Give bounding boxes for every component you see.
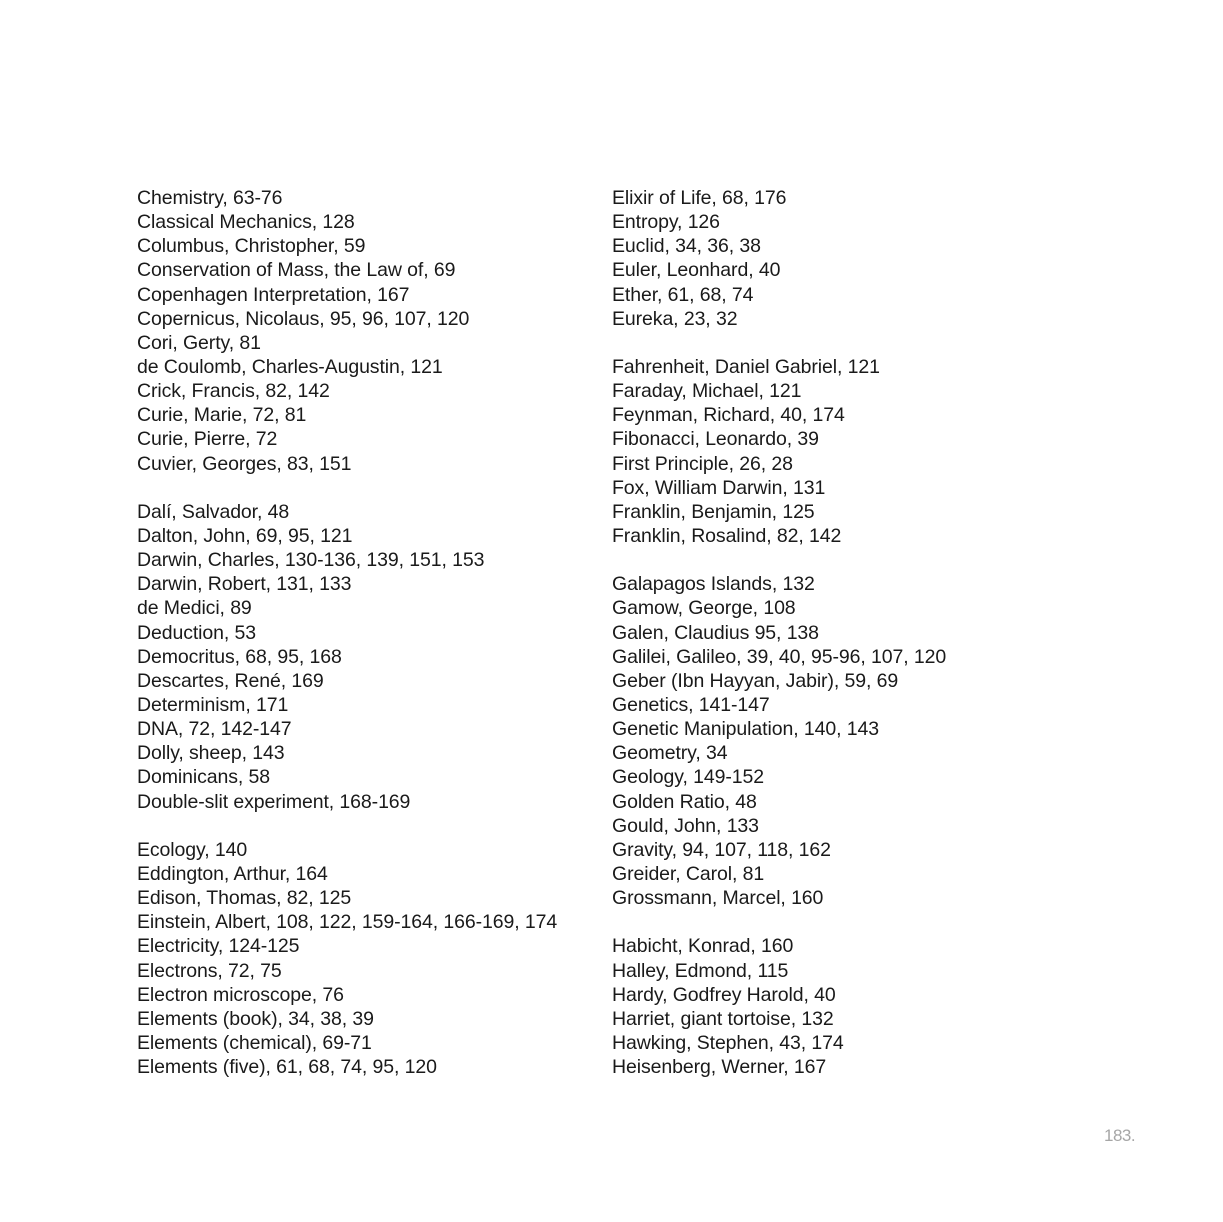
index-entry: Fox, William Darwin, 131 xyxy=(612,476,826,499)
index-entry: Determinism, 171 xyxy=(137,693,289,716)
index-entry: Ecology, 140 xyxy=(137,838,248,861)
index-entry: Eureka, 23, 32 xyxy=(612,307,738,330)
index-entry: Crick, Francis, 82, 142 xyxy=(137,380,330,403)
index-column-left xyxy=(137,186,557,1079)
index-entry: Copernicus, Nicolaus, 95, 96, 107, 120 xyxy=(137,307,470,330)
index-entry: Fahrenheit, Daniel Gabriel, 121 xyxy=(612,355,880,378)
index-entry: Golden Ratio, 48 xyxy=(612,790,757,813)
index-entry: Fibonacci, Leonardo, 39 xyxy=(612,428,819,451)
index-entry: Eddington, Arthur, 164 xyxy=(137,862,328,885)
index-letter-group xyxy=(612,934,946,1079)
index-entry: Curie, Pierre, 72 xyxy=(137,428,278,451)
index-entry: Democritus, 68, 95, 168 xyxy=(137,645,342,668)
index-entry: Harriet, giant tortoise, 132 xyxy=(612,1007,834,1030)
index-entry: Genetics, 141-147 xyxy=(612,693,770,716)
index-entry: Gamow, George, 108 xyxy=(612,597,796,620)
index-entry: Einstein, Albert, 108, 122, 159-164, 166-169, 174 xyxy=(137,911,558,934)
index-entry: Galapagos Islands, 132 xyxy=(612,573,815,596)
index-entry: Darwin, Robert, 131, 133 xyxy=(137,573,352,596)
index-entry: de Medici, 89 xyxy=(137,597,252,620)
index-entry: Franklin, Benjamin, 125 xyxy=(612,500,815,523)
index-entry: Entropy, 126 xyxy=(612,211,720,234)
index-entry: Gould, John, 133 xyxy=(612,814,759,837)
index-entry: Elements (book), 34, 38, 39 xyxy=(137,1007,374,1030)
index-entry: DNA, 72, 142-147 xyxy=(137,718,292,741)
index-entry: Faraday, Michael, 121 xyxy=(612,380,802,403)
index-entry: Descartes, René, 169 xyxy=(137,669,324,692)
index-entry: Euler, Leonhard, 40 xyxy=(612,259,781,282)
index-entry: Double-slit experiment, 168-169 xyxy=(137,790,411,813)
index-entry: Feynman, Richard, 40, 174 xyxy=(612,404,845,427)
index-entry: Dolly, sheep, 143 xyxy=(137,742,285,765)
index-entry: Hardy, Godfrey Harold, 40 xyxy=(612,983,836,1006)
index-entry: Dominicans, 58 xyxy=(137,766,270,789)
index-entry: Elements (five), 61, 68, 74, 95, 120 xyxy=(137,1056,437,1079)
index-entry: Darwin, Charles, 130-136, 139, 151, 153 xyxy=(137,549,485,572)
index-entry: Conservation of Mass, the Law of, 69 xyxy=(137,259,456,282)
index-entry: Halley, Edmond, 115 xyxy=(612,959,789,982)
index-entry: Geology, 149-152 xyxy=(612,766,764,789)
index-entry: Franklin, Rosalind, 82, 142 xyxy=(612,524,842,547)
index-letter-group xyxy=(137,838,557,1079)
index-entry: Dalí, Salvador, 48 xyxy=(137,500,290,523)
index-letter-group xyxy=(612,572,946,910)
index-column-right xyxy=(612,186,946,1079)
index-entry: Curie, Marie, 72, 81 xyxy=(137,404,307,427)
index-entry: First Principle, 26, 28 xyxy=(612,452,793,475)
index-entry: Cuvier, Georges, 83, 151 xyxy=(137,452,352,475)
index-entry: Edison, Thomas, 82, 125 xyxy=(137,887,352,910)
index-entry: de Coulomb, Charles-Augustin, 121 xyxy=(137,355,443,378)
index-letter-group xyxy=(137,186,557,476)
index-entry: Dalton, John, 69, 95, 121 xyxy=(137,524,353,547)
index-entry: Greider, Carol, 81 xyxy=(612,862,765,885)
index-entry: Galilei, Galileo, 39, 40, 95-96, 107, 120 xyxy=(612,645,947,668)
index-entry: Classical Mechanics, 128 xyxy=(137,211,355,234)
index-entry: Hawking, Stephen, 43, 174 xyxy=(612,1031,844,1054)
index-letter-group xyxy=(612,186,946,331)
index-entry: Galen, Claudius 95, 138 xyxy=(612,621,819,644)
index-entry: Habicht, Konrad, 160 xyxy=(612,935,794,958)
index-entry: Geometry, 34 xyxy=(612,742,728,765)
index-entry: Geber (Ibn Hayyan, Jabir), 59, 69 xyxy=(612,669,899,692)
index-entry: Euclid, 34, 36, 38 xyxy=(612,235,761,258)
index-entry: Grossmann, Marcel, 160 xyxy=(612,887,824,910)
index-entry: Deduction, 53 xyxy=(137,621,257,644)
index-entry: Electrons, 72, 75 xyxy=(137,959,282,982)
index-entry: Cori, Gerty, 81 xyxy=(137,331,261,354)
index-entry: Elixir of Life, 68, 176 xyxy=(612,187,787,209)
page-number: 183. xyxy=(1104,1126,1136,1145)
index-entry: Electron microscope, 76 xyxy=(137,983,344,1006)
index-entry: Copenhagen Interpretation, 167 xyxy=(137,283,410,306)
index-entry: Gravity, 94, 107, 118, 162 xyxy=(612,838,831,861)
index-entry: Genetic Manipulation, 140, 143 xyxy=(612,718,879,741)
index-entry: Elements (chemical), 69-71 xyxy=(137,1031,372,1054)
index-entry: Columbus, Christopher, 59 xyxy=(137,235,366,258)
index-entry: Heisenberg, Werner, 167 xyxy=(612,1056,827,1079)
index-entry: Chemistry, 63-76 xyxy=(137,187,283,209)
index-entry: Electricity, 124-125 xyxy=(137,935,300,958)
index-letter-group xyxy=(612,355,946,548)
index-entry: Ether, 61, 68, 74 xyxy=(612,283,754,306)
index-letter-group xyxy=(137,500,557,814)
